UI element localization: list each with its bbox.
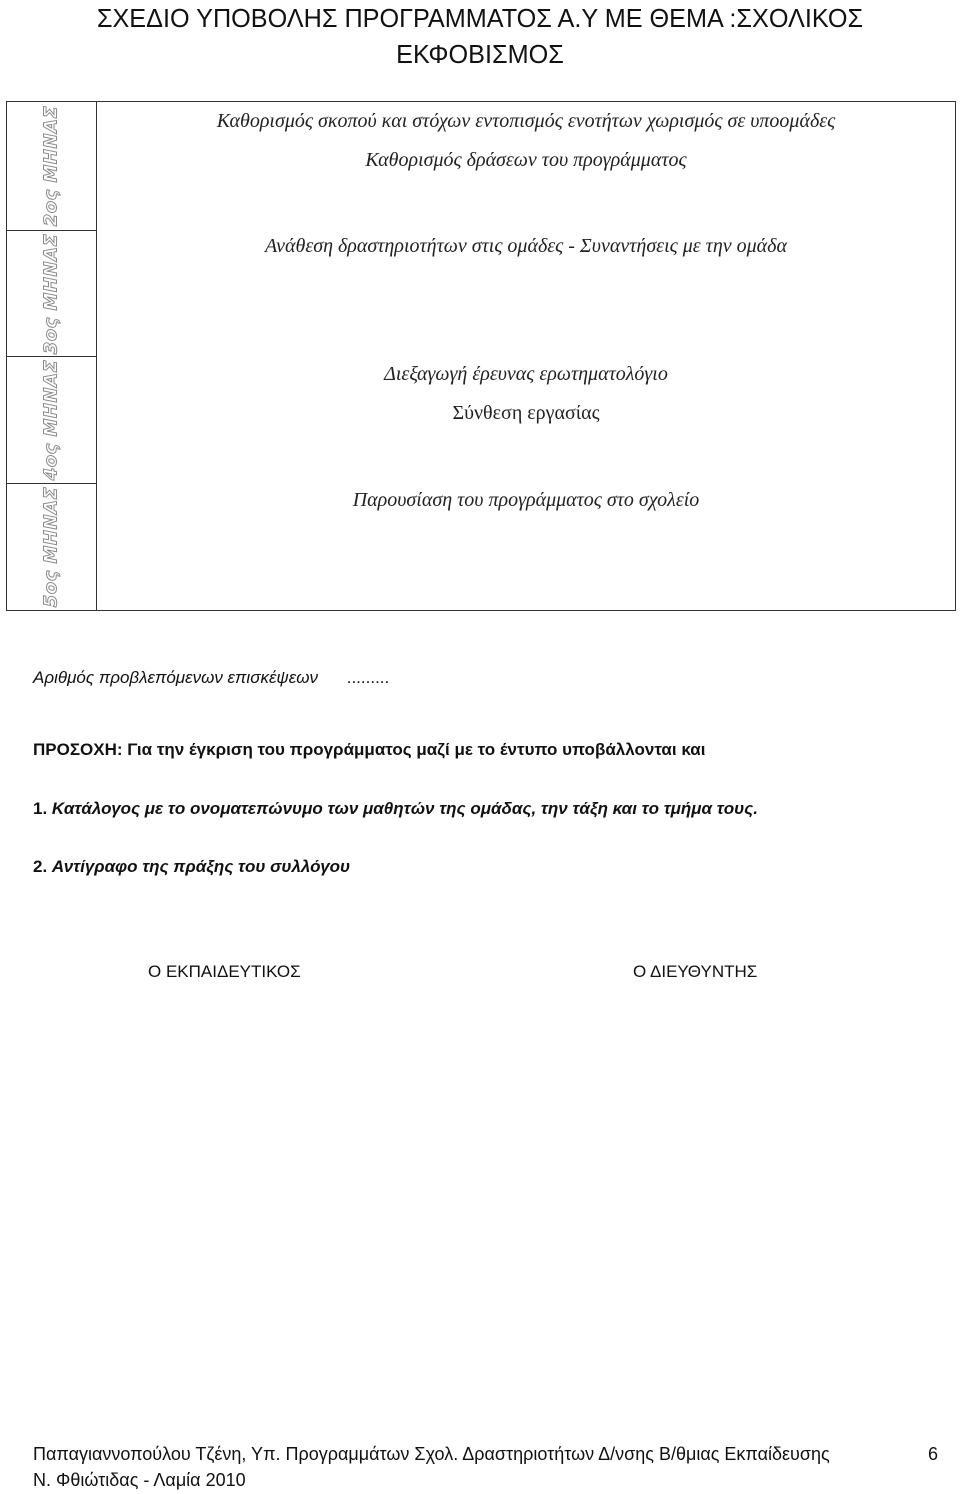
title-line-2: ΕΚΦΟΒΙΣΜΟΣ [396, 39, 564, 69]
month-label-2: 2ος ΜΗΝΑΣ [40, 105, 62, 227]
activity-month-3-a: Ανάθεση δραστηριοτήτων στις ομάδες - Συναντήσεις με την ομάδα [265, 235, 787, 257]
notice-item-1-text: Κατάλογος με το ονοματεπώνυμο των μαθητών της ομάδας, την τάξη και το τμήμα τους. [51, 799, 758, 818]
notice-heading: ΠΡΟΣΟΧΗ: Για την έγκριση του προγράμματος μαζί με το έντυπο υποβάλλονται και [33, 740, 706, 759]
teacher-signature-label: Ο ΕΚΠΑΙΔΕΥΤΙΚΟΣ [148, 962, 301, 981]
activity-month-4-b: Σύνθεση εργασίας [452, 402, 600, 424]
document-title [14, 0, 945, 72]
column-divider [96, 102, 97, 610]
activity-month-2-b: Καθορισμός δράσεων του προγράμματος [365, 149, 687, 171]
notice-item-1-number: 1. [33, 799, 48, 818]
month-row-5 [7, 484, 96, 610]
notice-item-2-number: 2. [33, 857, 48, 876]
activity-month-5-a: Παρουσίαση του προγράμματος στο σχολείο [352, 489, 700, 511]
monthly-plan-table [6, 101, 956, 611]
month-label-4: 4ος ΜΗΝΑΣ [40, 359, 62, 481]
page-number: 6 [928, 1444, 939, 1464]
visits-label: Αριθμός προβλεπόμενων επισκέψεων [33, 668, 318, 687]
visits-line [33, 668, 389, 688]
footer-line-2: Ν. Φθιώτιδας - Λαμία 2010 [33, 1470, 246, 1490]
notice-item-2-text: Αντίγραφο της πράξης του συλλόγου [51, 857, 351, 876]
title-line-1: ΣΧΕΔΙΟ ΥΠΟΒΟΛΗΣ ΠΡΟΓΡΑΜΜΑΤΟΣ Α.Υ ΜΕ ΘΕΜΑ :ΣΧΟΛΙΚΟΣ [96, 3, 864, 33]
month-label-3: 3ος ΜΗΝΑΣ [40, 233, 62, 354]
activity-month-4-a: Διεξαγωγή έρευνας ερωτηματολόγιο [384, 363, 668, 385]
notice-item-2 [33, 857, 350, 877]
activity-month-2-a: Καθορισμός σκοπού και στόχων εντοπισμός ενοτήτων χωρισμός σε υποομάδες [216, 110, 836, 132]
visits-value: ......... [346, 668, 390, 687]
footer-line-1: Παπαγιαννοπούλου Τζένη, Υπ. Προγραμμάτων Σχολ. Δραστηριοτήτων Δ/νσης Β/θμιας Εκπαίδευσης [33, 1444, 830, 1464]
director-signature-label: Ο ΔΙΕΥΘΥΝΤΗΣ [633, 962, 758, 981]
month-row-4 [7, 357, 96, 484]
month-row-2 [7, 102, 96, 231]
month-row-3 [7, 231, 96, 357]
month-label-5: 5ος ΜΗΝΑΣ [40, 486, 62, 608]
notice-item-1 [33, 799, 758, 819]
